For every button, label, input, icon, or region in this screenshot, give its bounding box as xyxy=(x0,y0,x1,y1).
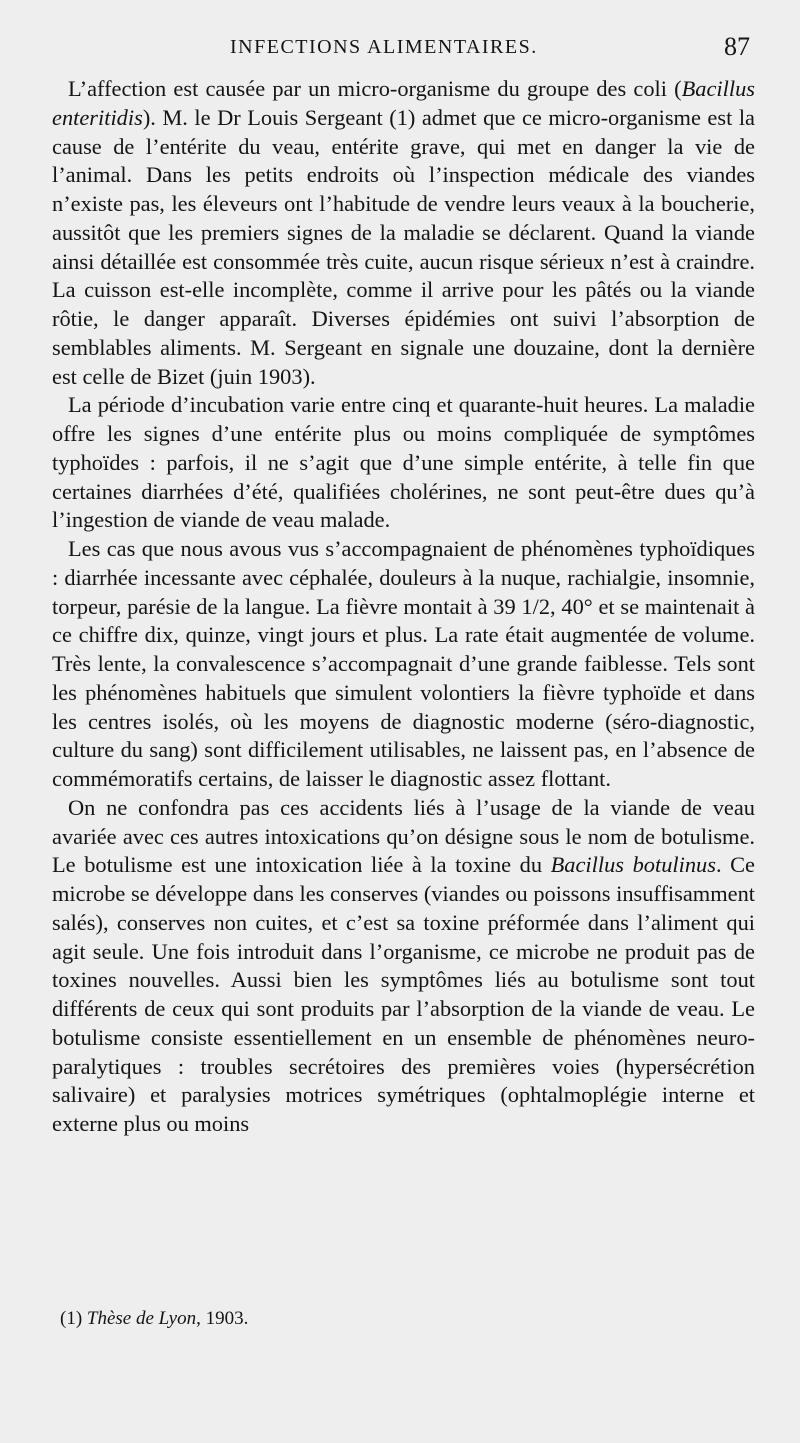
paragraph xyxy=(52,75,755,391)
footnote-year: , 1903. xyxy=(196,1308,249,1329)
paragraph xyxy=(52,794,755,1139)
footnote-title: Thèse de Lyon xyxy=(86,1308,197,1329)
text-run: On ne confondra pas ces accidents liés à l’usage de la viande de veau avariée avec ces autres intoxications qu’on désigne sous le nom de botulisme. Le botulisme est une intoxication liée à la toxine du xyxy=(52,794,755,878)
italic-run: Bacillus botulinus xyxy=(550,852,716,878)
page-header xyxy=(52,32,752,66)
text-run: Les cas que nous avous vus s’accompagnaient de phénomènes typhoïdiques : diarrhée incessante avec céphalée, douleurs à la nuque, rachialgie, insomnie, torpeur, parésie de la langue. La fièvre montait à 39 1/2, 40° et se maintenait à ce chiffre dix, quinze, vingt jours et plus. La rate était augmentée de volume. Très lente, la convalescence s’accompagnait d’une grande faiblesse. Tels sont les phénomènes habituels que simulent volontiers la fièvre typhoïde et dans les centres isolés, où les moyens de diagnostic moderne (séro-diagnostic, culture du sang) sont difficilement utilisables, ne laissent pas, en l’absence de commémoratifs certains, de laisser le diagnostic assez flottant. xyxy=(52,536,755,791)
text-run: La période d’incubation varie entre cinq et quarante-huit heures. La maladie offre les signes d’une entérite plus ou moins compliquée de symptômes typhoïdes : parfois, il ne s’agit que d’une simple entérite, à telle fin que certaines diarrhées d’été, qualifiées cholérines, ne sont peut-être dues qu’à l’ingestion de viande de veau malade. xyxy=(52,392,755,533)
text-run: . Ce microbe se développe dans les conserves (viandes ou poissons insuffisamment salés), conserves non cuites, et c’est sa toxine préformée dans l’aliment qui agit seule. Une fois introduit dans l’organisme, ce microbe ne produit pas de toxines nouvelles. Aussi bien les symptômes liés au botulisme sont tout différents de ceux qui sont produits par l’absorption de la viande de veau. Le botulisme consiste essentiellement en un ensemble de phénomènes neuro-paralytiques : troubles secrétoires des premières voies (hypersécrétion salivaire) et paralysies motrices symétriques (ophtalmoplégie interne et externe plus ou moins xyxy=(52,852,755,1136)
italic-run: Bacillus enteritidis xyxy=(52,76,755,130)
page-number: 87 xyxy=(724,32,750,61)
paragraph xyxy=(52,535,755,794)
paragraph xyxy=(52,391,755,535)
footnote xyxy=(60,1308,248,1330)
text-run: L’affection est causée par un micro-organisme du groupe des coli ( xyxy=(68,76,682,101)
body-text xyxy=(52,75,755,1139)
footnote-mark: (1) xyxy=(60,1308,83,1329)
text-run: ). M. le Dr Louis Sergeant (1) admet que ce micro-organisme est la cause de l’entérite du veau, entérite grave, qui met en danger la vie de l’animal. Dans les petits endroits où l’inspection médicale des viandes n’existe pas, les éleveurs ont l’habitude de vendre leurs veaux à la boucherie, aussitôt que les premiers signes de la maladie se déclarent. Quand la viande ainsi détaillée est consommée très cuite, aucun risque sérieux n’est à craindre. La cuisson est-elle incomplète, comme il arrive pour les pâtés ou la viande rôtie, le danger apparaît. Diverses épidémies ont suivi l’absorption de semblables aliments. M. Sergeant en signale une douzaine, dont la dernière est celle de Bizet (juin 1903). xyxy=(52,104,755,389)
running-title: INFECTIONS ALIMENTAIRES. xyxy=(230,36,538,58)
